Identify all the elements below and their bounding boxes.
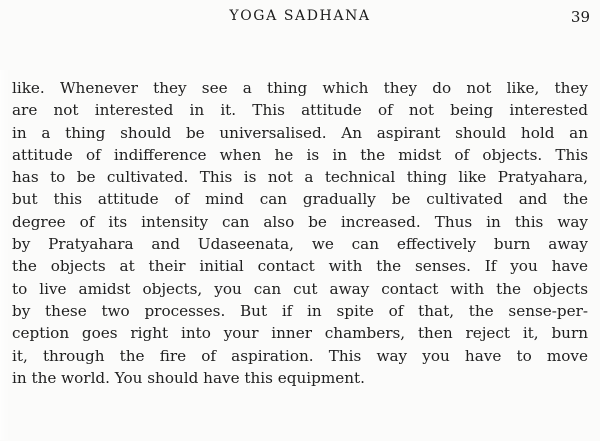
body-paragraph [12, 77, 592, 389]
text-line: it, through the fire of aspiration. This way you have to move [12, 346, 588, 365]
text-line: degree of its intensity can also be increased. Thus in this way [12, 212, 588, 231]
page-number: 39 [570, 8, 590, 26]
text-line: has to be cultivated. This is not a technical thing like Pratyahara, [12, 168, 588, 187]
text-line-last: in the world. You should have this equipment. [12, 368, 365, 387]
text-line: in a thing should be universalised. An aspirant should hold an [12, 123, 588, 142]
text-line: ception goes right into your inner chambers, then reject it, burn [12, 324, 588, 343]
text-line: the objects at their initial contact with the senses. If you have [12, 257, 588, 276]
page-header [0, 8, 600, 28]
text-line: to live amidst objects, you can cut away contact with the objects [12, 279, 588, 298]
text-line: by these two processes. But if in spite of that, the sense-per- [12, 301, 588, 320]
text-line: like. Whenever they see a thing which they do not like, they [12, 79, 588, 97]
text-line: by Pratyahara and Udaseenata, we can effectively burn away [12, 235, 588, 254]
text-line: but this attitude of mind can gradually be cultivated and the [12, 190, 588, 209]
text-line: attitude of indifference when he is in the midst of objects. This [12, 145, 588, 164]
scan-margin-fade [0, 70, 10, 440]
running-head: YOGA SADHANA [229, 8, 371, 24]
text-line: are not interested in it. This attitude of not being interested [12, 101, 588, 120]
